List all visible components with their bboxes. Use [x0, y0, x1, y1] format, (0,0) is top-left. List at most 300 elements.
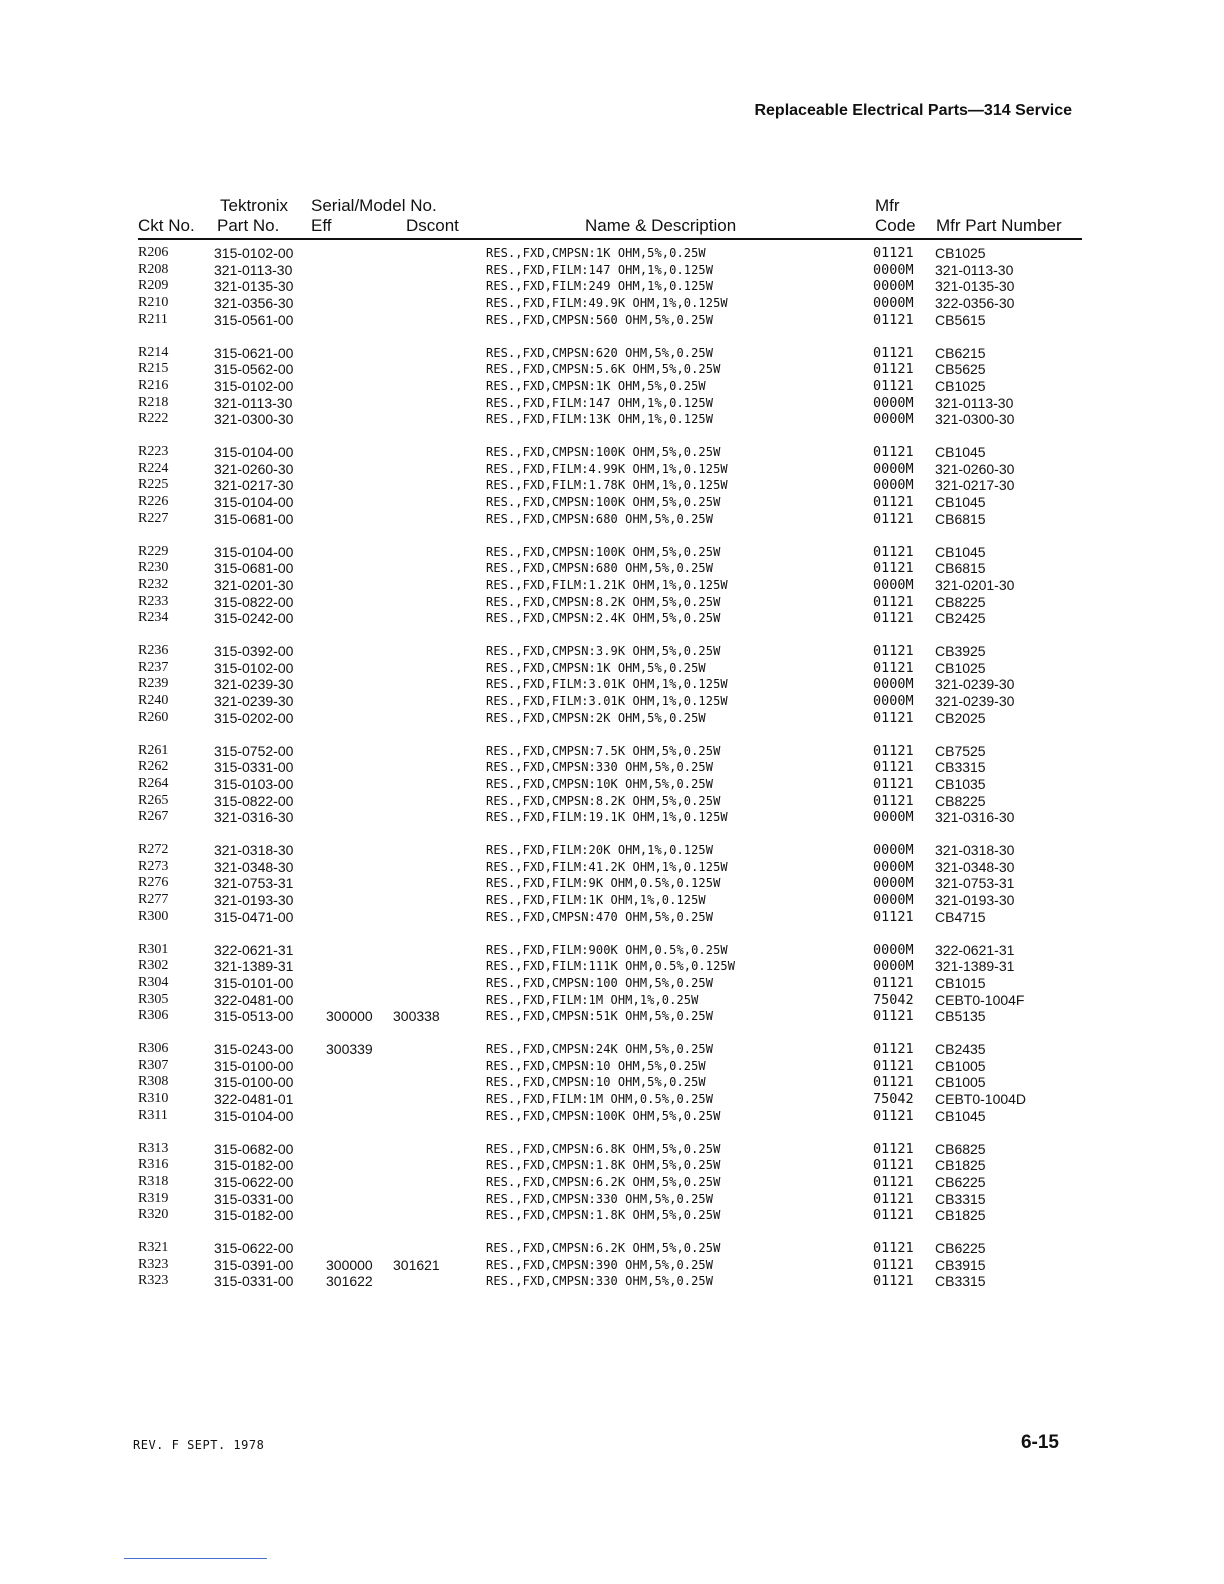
ckt-no-cell: R224: [138, 460, 169, 476]
description-cell: RES.,FXD,CMPSN:100 OHM,5%,0.25W: [486, 975, 714, 990]
mfr-part-number-cell: CB6825: [935, 1140, 986, 1157]
table-row: [0, 975, 1224, 992]
description-cell: RES.,FXD,FILM:9K OHM,0.5%,0.125W: [486, 876, 721, 891]
table-row: [0, 262, 1224, 279]
row-group: [0, 942, 1224, 1042]
mfr-part-number-cell: 321-0318-30: [935, 842, 1015, 858]
mfr-part-number-cell: CB1005: [935, 1057, 986, 1074]
table-row: [0, 278, 1224, 295]
table-row: [0, 577, 1224, 594]
table-row: [0, 1191, 1224, 1208]
ckt-no-cell: R211: [138, 311, 168, 327]
row-group: [0, 743, 1224, 843]
mfr-part-number-cell: CB1825: [935, 1157, 986, 1174]
part-no-cell: 321-0201-30: [214, 576, 294, 593]
mfr-code-cell: 0000M: [873, 941, 914, 958]
description-cell: RES.,FXD,FILM:1K OHM,1%,0.125W: [486, 893, 706, 908]
ckt-no-cell: R306: [138, 1041, 169, 1056]
description-cell: RES.,FXD,CMPSN:560 OHM,5%,0.25W: [486, 312, 714, 327]
mfr-code-cell: 01121: [873, 593, 914, 610]
mfr-code-cell: 01121: [873, 1057, 914, 1074]
description-cell: RES.,FXD,CMPSN:470 OHM,5%,0.25W: [486, 909, 714, 924]
mfr-part-number-cell: CB2025: [935, 709, 986, 726]
part-no-cell: 315-0182-00: [214, 1207, 294, 1224]
mfr-part-number-cell: 322-0356-30: [935, 295, 1015, 312]
table-row: [0, 511, 1224, 528]
description-cell: RES.,FXD,CMPSN:100K OHM,5%,0.25W: [486, 445, 721, 459]
table-row: [0, 378, 1224, 395]
col-ckt-no: Ckt No.: [138, 216, 195, 235]
mfr-part-number-cell: CB2435: [935, 1041, 986, 1057]
part-no-cell: 315-0104-00: [214, 1107, 294, 1124]
description-cell: RES.,FXD,CMPSN:100K OHM,5%,0.25W: [486, 1108, 721, 1123]
part-no-cell: 315-0331-00: [214, 759, 294, 776]
description-cell: RES.,FXD,CMPSN:8.2K OHM,5%,0.25W: [486, 594, 721, 609]
mfr-part-number-cell: CB1035: [935, 775, 986, 792]
table-row: [0, 1041, 1224, 1058]
ckt-no-cell: R227: [138, 510, 169, 526]
ckt-no-cell: R307: [138, 1057, 169, 1073]
mfr-part-number-cell: CB1025: [935, 377, 986, 394]
mfr-part-number-cell: 321-0239-30: [935, 676, 1015, 693]
ckt-no-cell: R208: [138, 261, 169, 277]
table-row: [0, 743, 1224, 760]
ckt-no-cell: R320: [138, 1207, 169, 1223]
description-cell: RES.,FXD,CMPSN:330 OHM,5%,0.25W: [486, 1191, 714, 1206]
mfr-code-cell: 0000M: [873, 693, 914, 710]
mfr-code-cell: 01121: [873, 543, 914, 560]
ckt-no-cell: R300: [138, 908, 169, 924]
row-group: [0, 643, 1224, 743]
ckt-no-cell: R214: [138, 344, 169, 360]
ckt-no-cell: R302: [138, 958, 169, 974]
mfr-code-cell: 01121: [873, 709, 914, 726]
part-no-cell: 321-0753-31: [214, 875, 294, 892]
description-cell: RES.,FXD,CMPSN:10K OHM,5%,0.25W: [486, 776, 714, 791]
mfr-code-cell: 0000M: [873, 892, 914, 909]
row-group: [0, 245, 1224, 345]
dscont-serial-cell: 301621: [393, 1256, 440, 1273]
ckt-no-cell: R306: [138, 1008, 169, 1024]
description-cell: RES.,FXD,FILM:4.99K OHM,1%,0.125W: [486, 461, 728, 476]
mfr-part-number-cell: CB1025: [935, 245, 986, 261]
description-cell: RES.,FXD,CMPSN:6.2K OHM,5%,0.25W: [486, 1241, 721, 1255]
page-number: 6-15: [1020, 1432, 1059, 1453]
ckt-no-cell: R321: [138, 1240, 169, 1255]
table-row: [0, 1008, 1224, 1025]
ckt-no-cell: R237: [138, 659, 169, 675]
row-group: [0, 1141, 1224, 1241]
mfr-part-number-cell: CB3315: [935, 759, 986, 776]
table-row: [0, 892, 1224, 909]
ckt-no-cell: R323: [138, 1273, 169, 1289]
col-name-description: Name & Description: [585, 216, 737, 235]
part-no-cell: 322-0481-01: [214, 1091, 294, 1108]
row-group: [0, 444, 1224, 544]
description-cell: RES.,FXD,CMPSN:1K OHM,5%,0.25W: [486, 246, 706, 260]
part-no-cell: 315-0562-00: [214, 361, 294, 378]
mfr-part-number-cell: 321-0201-30: [935, 576, 1015, 593]
mfr-part-number-cell: 321-1389-31: [935, 958, 1015, 975]
ckt-no-cell: R304: [138, 974, 169, 990]
ckt-no-cell: R239: [138, 676, 169, 692]
eff-serial-cell: 300000: [326, 1256, 373, 1273]
mfr-code-cell: 01121: [873, 742, 914, 759]
table-row: [0, 1240, 1224, 1257]
mfr-code-cell: 01121: [873, 344, 914, 361]
table-row: [0, 461, 1224, 478]
description-cell: RES.,FXD,FILM:41.2K OHM,1%,0.125W: [486, 859, 728, 874]
part-no-cell: 315-0103-00: [214, 775, 294, 792]
table-row: [0, 411, 1224, 428]
mfr-code-cell: 0000M: [873, 411, 914, 428]
description-cell: RES.,FXD,FILM:13K OHM,1%,0.125W: [486, 412, 714, 427]
part-no-cell: 315-0331-00: [214, 1190, 294, 1207]
mfr-part-number-cell: CB2425: [935, 610, 986, 627]
ckt-no-cell: R301: [138, 941, 169, 957]
mfr-code-cell: 01121: [873, 1240, 914, 1256]
part-no-cell: 315-0182-00: [214, 1157, 294, 1174]
mfr-part-number-cell: CB6225: [935, 1240, 986, 1256]
table-row: [0, 776, 1224, 793]
mfr-part-number-cell: CB8225: [935, 593, 986, 610]
description-cell: RES.,FXD,CMPSN:10 OHM,5%,0.25W: [486, 1075, 706, 1090]
mfr-part-number-cell: CB1015: [935, 974, 986, 991]
ckt-no-cell: R316: [138, 1157, 169, 1173]
mfr-code-cell: 01121: [873, 377, 914, 394]
ckt-no-cell: R240: [138, 693, 169, 709]
mfr-part-number-cell: 321-0217-30: [935, 477, 1015, 494]
part-no-cell: 315-0101-00: [214, 974, 294, 991]
col-tektronix: Tektronix: [220, 196, 289, 215]
part-no-cell: 315-0622-00: [214, 1173, 294, 1190]
description-cell: RES.,FXD,CMPSN:680 OHM,5%,0.25W: [486, 561, 714, 576]
mfr-part-number-cell: 321-0753-31: [935, 875, 1015, 892]
mfr-part-number-cell: CB5135: [935, 1008, 986, 1025]
description-cell: RES.,FXD,FILM:111K OHM,0.5%,0.125W: [486, 959, 736, 974]
mfr-code-cell: 01121: [873, 1041, 914, 1057]
col-dscont: Dscont: [406, 216, 459, 235]
mfr-part-number-cell: CB5625: [935, 361, 986, 378]
bottom-divider: [124, 1558, 267, 1559]
description-cell: RES.,FXD,CMPSN:100K OHM,5%,0.25W: [486, 495, 721, 510]
table-row: [0, 395, 1224, 412]
mfr-code-cell: 01121: [873, 759, 914, 776]
mfr-code-cell: 75042: [873, 1091, 914, 1108]
mfr-part-number-cell: CB7525: [935, 742, 986, 759]
table-row: [0, 444, 1224, 461]
mfr-part-number-cell: CB1825: [935, 1207, 986, 1224]
part-no-cell: 321-0193-30: [214, 892, 294, 909]
table-row: [0, 610, 1224, 627]
part-no-cell: 321-1389-31: [214, 958, 294, 975]
mfr-part-number-cell: CB6225: [935, 1173, 986, 1190]
row-group: [0, 842, 1224, 942]
row-group: [0, 1240, 1224, 1340]
table-row: [0, 295, 1224, 312]
part-no-cell: 315-0102-00: [214, 245, 294, 261]
part-no-cell: 315-0102-00: [214, 659, 294, 676]
col-mfr-part-number: Mfr Part Number: [936, 216, 1062, 235]
part-no-cell: 315-0822-00: [214, 792, 294, 809]
table-row: [0, 594, 1224, 611]
part-no-cell: 315-0682-00: [214, 1140, 294, 1157]
mfr-code-cell: 01121: [873, 1140, 914, 1157]
mfr-code-cell: 01121: [873, 974, 914, 991]
ckt-no-cell: R223: [138, 444, 169, 459]
description-cell: RES.,FXD,FILM:1.21K OHM,1%,0.125W: [486, 577, 728, 592]
ckt-no-cell: R318: [138, 1173, 169, 1189]
table-row: [0, 875, 1224, 892]
description-cell: RES.,FXD,CMPSN:390 OHM,5%,0.25W: [486, 1257, 714, 1272]
mfr-code-cell: 0000M: [873, 958, 914, 975]
mfr-code-cell: 0000M: [873, 460, 914, 477]
table-row: [0, 1257, 1224, 1274]
mfr-code-cell: 01121: [873, 908, 914, 925]
ckt-no-cell: R218: [138, 394, 169, 410]
header-rule: [138, 238, 1082, 240]
eff-serial-cell: 300339: [326, 1041, 373, 1057]
dscont-serial-cell: 300338: [393, 1008, 440, 1025]
description-cell: RES.,FXD,CMPSN:6.8K OHM,5%,0.25W: [486, 1141, 721, 1156]
part-no-cell: 315-0392-00: [214, 643, 294, 659]
mfr-code-cell: 01121: [873, 1207, 914, 1224]
table-row: [0, 245, 1224, 262]
mfr-code-cell: 01121: [873, 1190, 914, 1207]
mfr-code-cell: 01121: [873, 1173, 914, 1190]
part-no-cell: 321-0356-30: [214, 295, 294, 312]
description-cell: RES.,FXD,FILM:1.78K OHM,1%,0.125W: [486, 478, 728, 493]
row-group: [0, 345, 1224, 445]
table-row: [0, 494, 1224, 511]
table-row: [0, 643, 1224, 660]
part-no-cell: 315-0622-00: [214, 1240, 294, 1256]
description-cell: RES.,FXD,FILM:900K OHM,0.5%,0.25W: [486, 942, 728, 957]
mfr-code-cell: 0000M: [873, 809, 914, 826]
mfr-code-cell: 01121: [873, 1273, 914, 1290]
description-cell: RES.,FXD,FILM:19.1K OHM,1%,0.125W: [486, 810, 728, 825]
page-header-title: Replaceable Electrical Parts—314 Service: [754, 102, 1072, 119]
table-row: [0, 942, 1224, 959]
table-row: [0, 477, 1224, 494]
part-no-cell: 321-0239-30: [214, 693, 294, 710]
mfr-code-cell: 01121: [873, 444, 914, 460]
mfr-code-cell: 01121: [873, 361, 914, 378]
ckt-no-cell: R262: [138, 759, 169, 775]
mfr-code-cell: 01121: [873, 659, 914, 676]
ckt-no-cell: R236: [138, 643, 169, 658]
ckt-no-cell: R260: [138, 709, 169, 725]
mfr-part-number-cell: CB4715: [935, 908, 986, 925]
part-no-cell: 315-0243-00: [214, 1041, 294, 1057]
ckt-no-cell: R232: [138, 576, 169, 592]
table-row: [0, 793, 1224, 810]
col-eff: Eff: [311, 216, 332, 235]
mfr-code-cell: 0000M: [873, 676, 914, 693]
description-cell: RES.,FXD,CMPSN:10 OHM,5%,0.25W: [486, 1058, 706, 1073]
table-row: [0, 1058, 1224, 1075]
mfr-part-number-cell: CB1025: [935, 659, 986, 676]
mfr-code-cell: 01121: [873, 1008, 914, 1025]
ckt-no-cell: R264: [138, 775, 169, 791]
ckt-no-cell: R209: [138, 278, 169, 294]
ckt-no-cell: R230: [138, 560, 169, 576]
description-cell: RES.,FXD,CMPSN:330 OHM,5%,0.25W: [486, 1274, 714, 1289]
description-cell: RES.,FXD,FILM:20K OHM,1%,0.125W: [486, 843, 714, 857]
mfr-code-cell: 0000M: [873, 875, 914, 892]
mfr-code-cell: 01121: [873, 775, 914, 792]
part-no-cell: 315-0752-00: [214, 742, 294, 759]
ckt-no-cell: R234: [138, 610, 169, 626]
mfr-code-cell: 01121: [873, 510, 914, 527]
part-no-cell: 315-0104-00: [214, 444, 294, 460]
description-cell: RES.,FXD,CMPSN:51K OHM,5%,0.25W: [486, 1009, 714, 1024]
ckt-no-cell: R272: [138, 842, 169, 857]
mfr-code-cell: 01121: [873, 1074, 914, 1091]
description-cell: RES.,FXD,CMPSN:680 OHM,5%,0.25W: [486, 511, 714, 526]
mfr-code-cell: 75042: [873, 991, 914, 1008]
part-no-cell: 321-0135-30: [214, 278, 294, 295]
part-no-cell: 321-0260-30: [214, 460, 294, 477]
description-cell: RES.,FXD,CMPSN:100K OHM,5%,0.25W: [486, 544, 721, 559]
mfr-part-number-cell: CB1045: [935, 543, 986, 560]
table-row: [0, 1207, 1224, 1224]
description-cell: RES.,FXD,CMPSN:24K OHM,5%,0.25W: [486, 1042, 714, 1056]
ckt-no-cell: R233: [138, 593, 169, 609]
ckt-no-cell: R308: [138, 1074, 169, 1090]
ckt-no-cell: R267: [138, 809, 169, 825]
ckt-no-cell: R225: [138, 477, 169, 493]
part-no-cell: 315-0104-00: [214, 543, 294, 560]
table-row: [0, 1108, 1224, 1125]
ckt-no-cell: R323: [138, 1256, 169, 1272]
description-cell: RES.,FXD,FILM:3.01K OHM,1%,0.125W: [486, 677, 728, 692]
table-row: [0, 312, 1224, 329]
row-group: [0, 544, 1224, 644]
table-row: [0, 1141, 1224, 1158]
mfr-part-number-cell: CB3925: [935, 643, 986, 659]
ckt-no-cell: R222: [138, 411, 169, 427]
description-cell: RES.,FXD,FILM:1M OHM,1%,0.25W: [486, 992, 699, 1007]
mfr-code-cell: 01121: [873, 643, 914, 659]
mfr-code-cell: 01121: [873, 1107, 914, 1124]
mfr-part-number-cell: CEBT0-1004D: [935, 1091, 1027, 1108]
mfr-code-cell: 01121: [873, 1157, 914, 1174]
description-cell: RES.,FXD,CMPSN:620 OHM,5%,0.25W: [486, 345, 714, 360]
ckt-no-cell: R226: [138, 494, 169, 510]
ckt-no-cell: R313: [138, 1140, 169, 1156]
table-row: [0, 842, 1224, 859]
mfr-code-cell: 0000M: [873, 477, 914, 494]
table-row: [0, 958, 1224, 975]
part-no-cell: 322-0481-00: [214, 991, 294, 1008]
description-cell: RES.,FXD,CMPSN:2K OHM,5%,0.25W: [486, 710, 706, 725]
mfr-code-cell: 01121: [873, 494, 914, 511]
ckt-no-cell: R215: [138, 361, 169, 377]
mfr-part-number-cell: 321-0193-30: [935, 892, 1015, 909]
col-mfr: Mfr: [875, 196, 900, 215]
mfr-code-cell: 0000M: [873, 278, 914, 295]
part-no-cell: 315-0104-00: [214, 494, 294, 511]
part-no-cell: 322-0621-31: [214, 941, 294, 958]
table-row: [0, 1273, 1224, 1290]
mfr-part-number-cell: CB5615: [935, 311, 986, 328]
ckt-no-cell: R261: [138, 742, 169, 758]
part-no-cell: 321-0113-30: [214, 394, 293, 411]
revision-note: REV. F SEPT. 1978: [133, 1438, 265, 1452]
mfr-part-number-cell: CB1045: [935, 494, 986, 511]
part-no-cell: 315-0471-00: [214, 908, 294, 925]
description-cell: RES.,FXD,FILM:1M OHM,0.5%,0.25W: [486, 1092, 714, 1107]
description-cell: RES.,FXD,CMPSN:1.8K OHM,5%,0.25W: [486, 1158, 721, 1173]
description-cell: RES.,FXD,FILM:3.01K OHM,1%,0.125W: [486, 694, 728, 709]
description-cell: RES.,FXD,CMPSN:330 OHM,5%,0.25W: [486, 760, 714, 775]
part-no-cell: 315-0102-00: [214, 377, 294, 394]
description-cell: RES.,FXD,CMPSN:1.8K OHM,5%,0.25W: [486, 1208, 721, 1223]
eff-serial-cell: 300000: [326, 1008, 373, 1025]
ckt-no-cell: R206: [138, 245, 169, 260]
description-cell: RES.,FXD,CMPSN:2.4K OHM,5%,0.25W: [486, 611, 721, 626]
part-no-cell: 321-0113-30: [214, 261, 293, 278]
table-row: [0, 345, 1224, 362]
mfr-code-cell: 01121: [873, 245, 914, 261]
table-row: [0, 710, 1224, 727]
table-row: [0, 1074, 1224, 1091]
mfr-part-number-cell: CB3315: [935, 1273, 986, 1290]
description-cell: RES.,FXD,CMPSN:3.9K OHM,5%,0.25W: [486, 644, 721, 658]
ckt-no-cell: R216: [138, 377, 169, 393]
ckt-no-cell: R319: [138, 1190, 169, 1206]
description-cell: RES.,FXD,CMPSN:6.2K OHM,5%,0.25W: [486, 1174, 721, 1189]
part-no-cell: 315-0391-00: [214, 1256, 294, 1273]
mfr-code-cell: 0000M: [873, 261, 914, 278]
mfr-part-number-cell: 321-0300-30: [935, 411, 1015, 428]
part-no-cell: 315-0100-00: [214, 1074, 294, 1091]
mfr-part-number-cell: 321-0113-30: [935, 261, 1014, 278]
description-cell: RES.,FXD,CMPSN:8.2K OHM,5%,0.25W: [486, 793, 721, 808]
col-serial-model: Serial/Model No.: [311, 196, 437, 215]
part-no-cell: 315-0621-00: [214, 344, 294, 361]
mfr-part-number-cell: CB3315: [935, 1190, 986, 1207]
ckt-no-cell: R310: [138, 1091, 169, 1107]
part-no-cell: 315-0822-00: [214, 593, 294, 610]
mfr-code-cell: 01121: [873, 1256, 914, 1273]
mfr-code-cell: 01121: [873, 311, 914, 328]
mfr-code-cell: 0000M: [873, 576, 914, 593]
table-row: [0, 1091, 1224, 1108]
description-cell: RES.,FXD,FILM:147 OHM,1%,0.125W: [486, 395, 714, 410]
table-row: [0, 859, 1224, 876]
part-no-cell: 321-0318-30: [214, 842, 294, 858]
description-cell: RES.,FXD,FILM:249 OHM,1%,0.125W: [486, 279, 714, 294]
table-row: [0, 809, 1224, 826]
ckt-no-cell: R276: [138, 875, 169, 891]
part-no-cell: 315-0100-00: [214, 1057, 294, 1074]
mfr-part-number-cell: 321-0316-30: [935, 809, 1015, 826]
part-no-cell: 321-0217-30: [214, 477, 294, 494]
mfr-part-number-cell: 321-0260-30: [935, 460, 1015, 477]
mfr-part-number-cell: CB1045: [935, 1107, 986, 1124]
mfr-code-cell: 0000M: [873, 842, 914, 858]
mfr-part-number-cell: CB6815: [935, 510, 986, 527]
ckt-no-cell: R311: [138, 1107, 168, 1123]
parts-table: [0, 245, 1224, 1340]
part-no-cell: 315-0681-00: [214, 560, 294, 577]
row-group: [0, 1041, 1224, 1141]
mfr-part-number-cell: CB6815: [935, 560, 986, 577]
part-no-cell: 321-0316-30: [214, 809, 294, 826]
part-no-cell: 321-0348-30: [214, 858, 294, 875]
